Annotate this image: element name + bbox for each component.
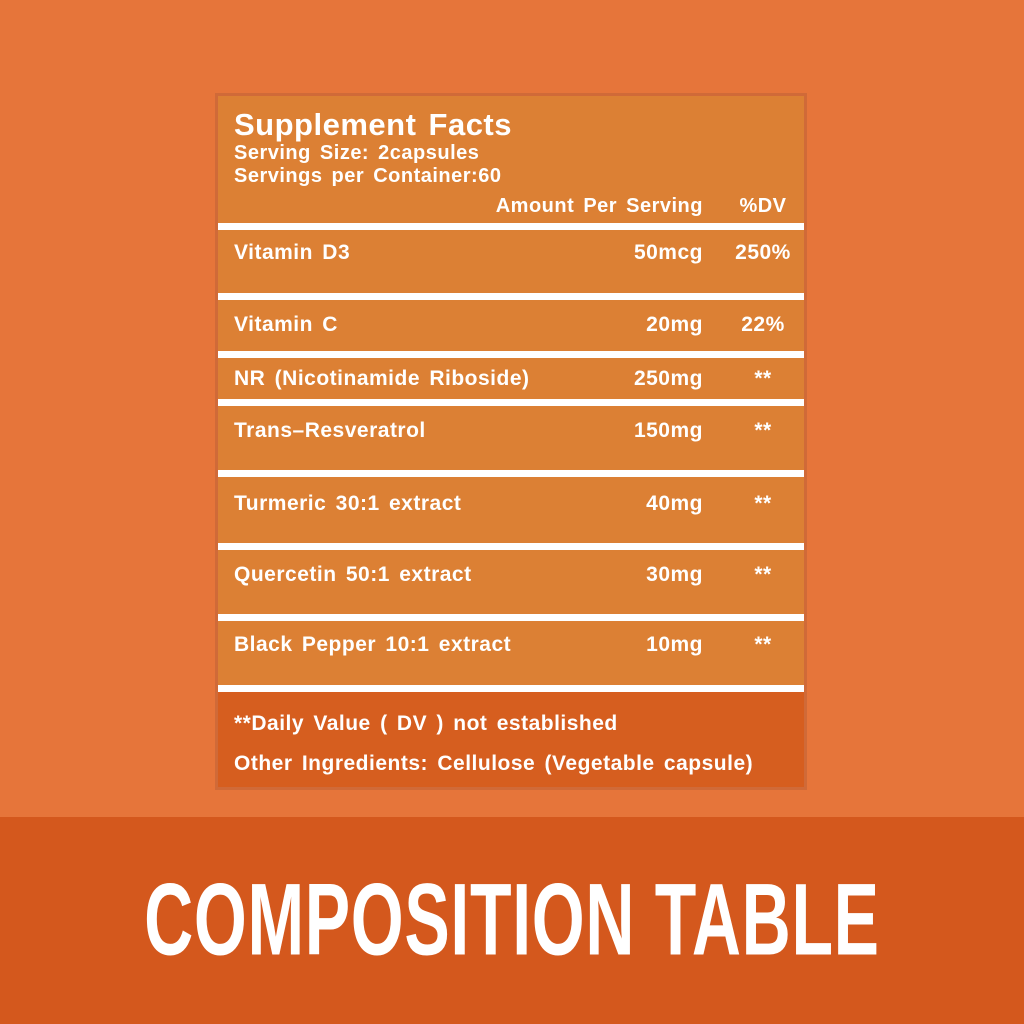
supplement-facts-panel: [215, 93, 807, 790]
ingredient-amount: 40mg: [646, 492, 703, 515]
ingredient-dv: **: [754, 492, 772, 515]
ingredient-amount: 20mg: [646, 313, 703, 336]
table-row: [218, 351, 804, 399]
supplement-facts-title: Supplement Facts: [234, 107, 512, 142]
ingredient-dv: **: [754, 563, 772, 586]
ingredient-dv: **: [754, 419, 772, 442]
ingredient-name: NR (Nicotinamide Riboside): [234, 367, 530, 390]
table-row: [218, 399, 804, 470]
ingredient-name: Turmeric 30:1 extract: [234, 492, 462, 515]
table-row: [218, 223, 804, 293]
table-row: [218, 293, 804, 351]
ingredient-name: Quercetin 50:1 extract: [234, 563, 472, 586]
ingredient-amount: 150mg: [633, 419, 703, 442]
composition-table-banner: [0, 817, 1024, 1024]
ingredient-dv: **: [754, 633, 772, 656]
ingredient-amount: 30mg: [646, 563, 703, 586]
ingredient-name: Vitamin C: [234, 313, 338, 336]
serving-size-line: Serving Size: 2capsules: [234, 142, 480, 164]
other-ingredients-footnote: Other Ingredients: Cellulose (Vegetable capsule): [234, 752, 754, 775]
ingredient-dv: 250%: [735, 241, 791, 264]
banner-title: COMPOSITION TABLE: [144, 862, 880, 978]
ingredient-amount: 250mg: [633, 367, 703, 390]
footnotes-section: [218, 685, 804, 787]
ingredient-name: Trans–Resveratrol: [234, 419, 426, 442]
column-header-row: [234, 195, 794, 223]
ingredient-dv: 22%: [741, 313, 785, 336]
ingredient-dv: **: [754, 367, 772, 390]
table-row: [218, 614, 804, 685]
daily-value-footnote: **Daily Value ( DV ) not established: [234, 712, 618, 735]
ingredient-name: Vitamin D3: [234, 241, 351, 264]
table-row: [218, 470, 804, 543]
ingredient-amount: 10mg: [646, 633, 703, 656]
servings-per-container-line: Servings per Container:60: [234, 165, 502, 187]
ingredient-amount: 50mcg: [633, 241, 703, 264]
column-header-amount: Amount Per Serving: [495, 195, 703, 217]
column-header-dv: %DV: [739, 195, 787, 217]
table-row: [218, 543, 804, 614]
supplement-facts-header: [218, 96, 804, 223]
ingredient-name: Black Pepper 10:1 extract: [234, 633, 512, 656]
